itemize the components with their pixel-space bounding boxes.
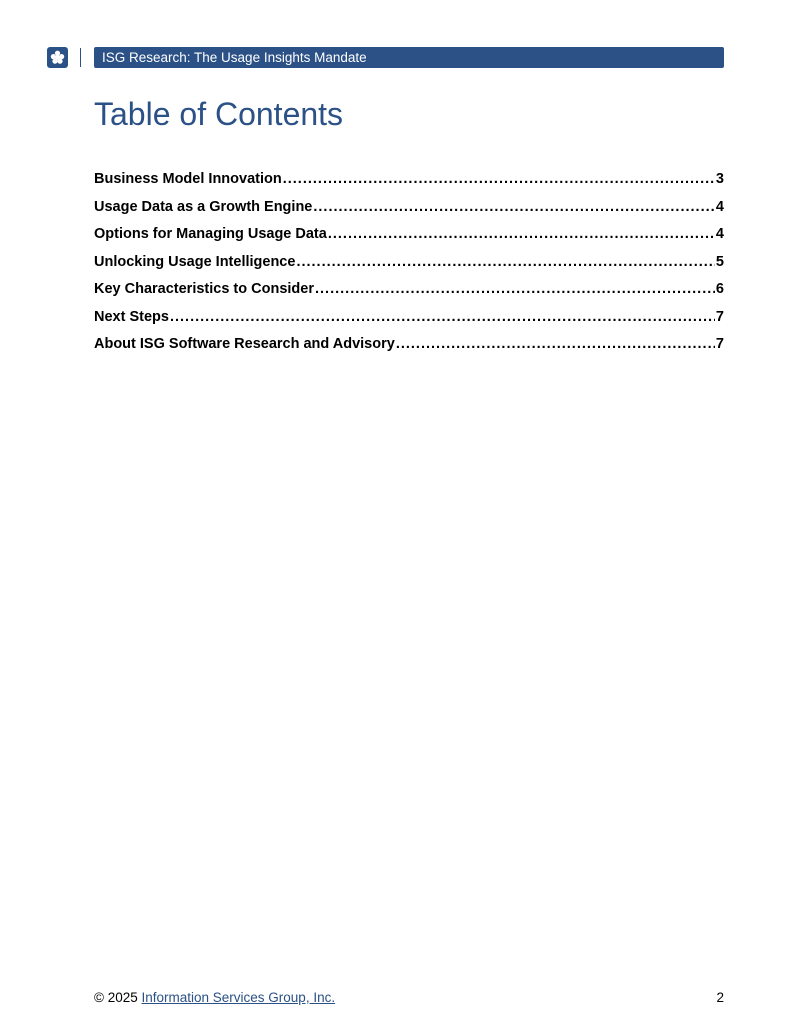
- toc-entry-page: 7: [715, 308, 724, 325]
- toc-entry-next-steps[interactable]: [94, 306, 724, 334]
- toc-entry-about-isg[interactable]: [94, 333, 724, 361]
- footer-copyright: [94, 988, 335, 1008]
- toc-entry-page: 5: [715, 253, 724, 270]
- toc-entry-label: Usage Data as a Growth Engine: [94, 198, 313, 215]
- toc-entry-page: 3: [715, 171, 724, 187]
- header-divider: [80, 48, 81, 67]
- toc-dot-leader: [328, 223, 715, 245]
- isg-logo-icon: [47, 47, 68, 68]
- toc-entry-page: 4: [715, 198, 724, 215]
- copyright-text: © 2025: [94, 990, 138, 1005]
- toc-entry-label: About ISG Software Research and Advisory: [94, 336, 395, 352]
- toc-entry-label: Options for Managing Usage Data: [94, 226, 327, 242]
- toc-entry-label: Next Steps: [94, 308, 169, 325]
- toc-dot-leader: [283, 168, 715, 190]
- toc-entry-label: Key Characteristics to Consider: [94, 281, 314, 297]
- toc-entry-usage-data-growth-engine[interactable]: [94, 196, 724, 224]
- toc-entry-page: 4: [715, 226, 724, 242]
- header-title: ISG Research: The Usage Insights Mandate: [102, 50, 367, 65]
- toc-entry-label: Business Model Innovation: [94, 171, 282, 187]
- toc-dot-leader: [315, 278, 715, 300]
- toc-entry-key-characteristics[interactable]: [94, 278, 724, 306]
- toc-entry-page: 6: [715, 281, 724, 297]
- company-link[interactable]: Information Services Group, Inc.: [141, 990, 336, 1005]
- toc-dot-leader: [396, 333, 715, 355]
- footer-page-number: 2: [716, 990, 724, 1005]
- toc-entry-options-managing-usage-data[interactable]: [94, 223, 724, 251]
- toc-dot-leader: [170, 306, 715, 328]
- page-title: Table of Contents: [94, 96, 344, 132]
- toc-dot-leader: [313, 196, 715, 218]
- toc-entry-label: Unlocking Usage Intelligence: [94, 253, 296, 270]
- page-footer: [94, 988, 724, 1008]
- toc-entry-unlocking-usage-intelligence[interactable]: [94, 251, 724, 279]
- toc-entry-business-model-innovation[interactable]: [94, 168, 724, 196]
- toc-entry-page: 7: [715, 336, 724, 352]
- table-of-contents: [94, 168, 724, 361]
- header-bar: [94, 47, 724, 68]
- toc-dot-leader: [296, 251, 714, 273]
